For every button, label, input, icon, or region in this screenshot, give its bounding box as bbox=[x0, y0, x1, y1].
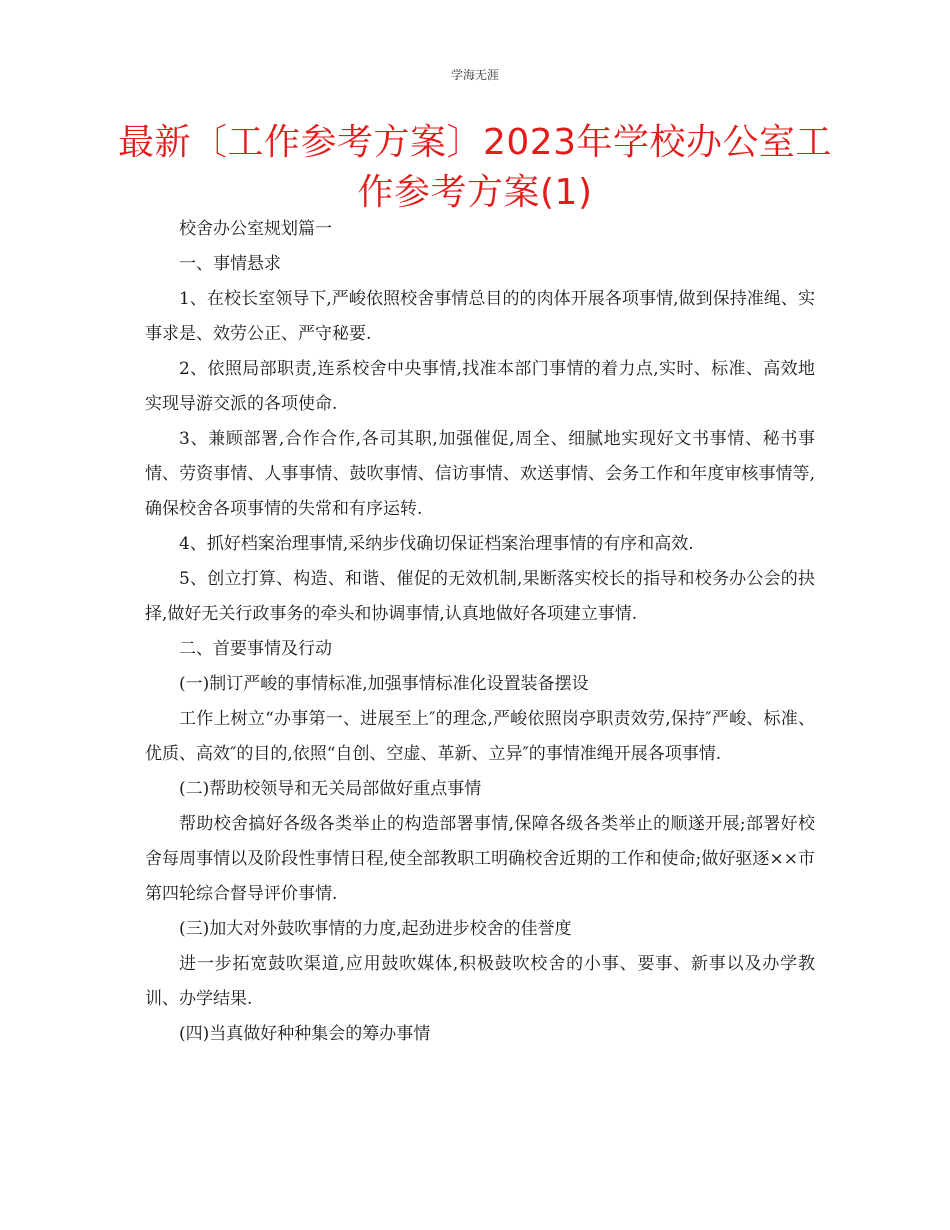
page-header: 学海无涯 bbox=[450, 68, 499, 82]
section-heading: 二、首要事情及行动 bbox=[179, 639, 332, 659]
paragraph: 进一步拓宽鼓吹渠道,应用鼓吹媒体,积极鼓吹校舍的小事、要事、新事以及办学教训、办学结果. bbox=[145, 954, 815, 1009]
subsection-heading: (三)加大对外鼓吹事情的力度,起劲进步校舍的佳誉度 bbox=[179, 919, 572, 939]
document-body bbox=[145, 212, 815, 1052]
subsection-heading: (四)当真做好种种集会的筹办事情 bbox=[179, 1024, 431, 1044]
paragraph: 4、抓好档案治理事情,采纳步伐确切保证档案治理事情的有序和高效. bbox=[179, 534, 694, 554]
section-heading: 一、事情悬求 bbox=[179, 254, 281, 274]
paragraph: 工作上树立“办事第一、进展至上″的理念,严峻依照岗亭职责效劳,保持″严峻、标准、优质、高效″的目的,依照“自创、空虚、革新、立异″的事情准绳开展各项事情. bbox=[145, 709, 815, 764]
paragraph: 3、兼顾部署,合作合作,各司其职,加强催促,周全、细腻地实现好文书事情、秘书事情、劳资事情、人事事情、鼓吹事情、信访事情、欢送事情、会务工作和年度审核事情等,确保校舍各项事情的失常和有序运转. bbox=[145, 429, 815, 519]
subsection-heading: (一)制订严峻的事情标准,加强事情标准化设置装备摆设 bbox=[179, 674, 589, 694]
paragraph: 5、创立打算、构造、和谐、催促的无效机制,果断落实校长的指导和校务办公会的抉择,做好无关行政事务的牵头和协调事情,认真地做好各项建立事情. bbox=[145, 569, 815, 624]
paragraph: 1、在校长室领导下,严峻依照校舍事情总目的的肉体开展各项事情,做到保持准绳、实事求是、效劳公正、严守秘要. bbox=[145, 289, 815, 344]
document-title: 最新〔工作参考方案〕2023年学校办公室工作参考方案(1) bbox=[117, 122, 833, 213]
subsection-heading: (二)帮助校领导和无关局部做好重点事情 bbox=[179, 779, 482, 799]
section-heading: 校舍办公室规划篇一 bbox=[179, 219, 332, 239]
paragraph: 2、依照局部职责,连系校舍中央事情,找准本部门事情的着力点,实时、标准、高效地实现导游交派的各项使命. bbox=[145, 359, 815, 414]
paragraph: 帮助校舍搞好各级各类举止的构造部署事情,保障各级各类举止的顺遂开展;部署好校舍每周事情以及阶段性事情日程,使全部教职工明确校舍近期的工作和使命;做好驱逐××市第四轮综合督导评价事情. bbox=[145, 814, 815, 904]
